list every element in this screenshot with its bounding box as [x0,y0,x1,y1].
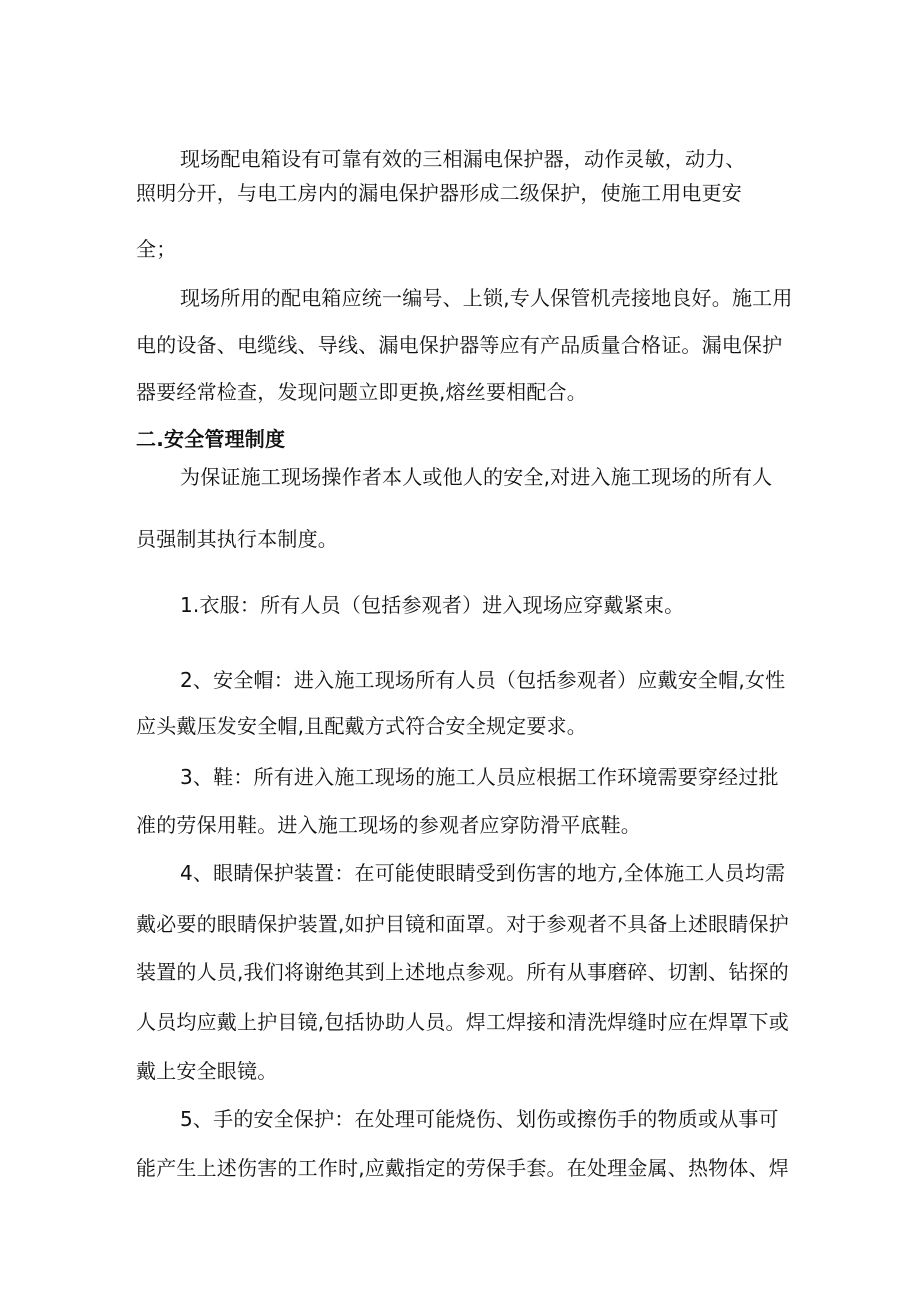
paragraph-line: 4、眼睛保护装置：在可能使眼睛受到伤害的地方,全体施工人员均需 [180,861,786,885]
paragraph-line: 戴上安全眼镜。 [136,1059,278,1083]
paragraph-line: 1.衣服：所有人员（包括参观者）进入现场应穿戴紧束。 [180,593,685,617]
paragraph-line: 电的设备、电缆线、导线、漏电保护器等应有产品质量合格证。漏电保护 [136,333,783,357]
paragraph-line: 现场配电箱设有可靠有效的三相漏电保护器，动作灵敏，动力、 [180,147,746,171]
paragraph-line: 准的劳保用鞋。进入施工现场的参观者应穿防滑平底鞋。 [136,813,641,837]
paragraph-line: 装置的人员,我们将谢绝其到上述地点参观。所有从事磨碎、切割、钻探的 [136,960,789,984]
paragraph-line: 戴必要的眼睛保护装置,如护目镜和面罩。对于参观者不具备上述眼睛保护 [136,912,789,936]
paragraph-line: 能产生上述伤害的工作时,应戴指定的劳保手套。在处理金属、热物体、焊 [136,1156,789,1180]
paragraph-line: 员强制其执行本制度。 [136,527,338,551]
paragraph-line: 为保证施工现场操作者本人或他人的安全,对进入施工现场的所有人 [180,465,773,489]
paragraph-line: 应头戴压发安全帽,且配戴方式符合安全规定要求。 [136,714,587,738]
paragraph-line: 人员均应戴上护目镜,包括协助人员。焊工焊接和清洗焊缝时应在焊罩下或 [136,1010,789,1034]
paragraph-line: 2、安全帽：进入施工现场所有人员（包括参观者）应戴安全帽,女性 [180,668,786,692]
paragraph-line: 3、鞋：所有进入施工现场的施工人员应根据工作环境需要穿经过批 [180,765,779,789]
section-heading: 二.安全管理制度 [136,427,286,451]
paragraph-line: 全； [136,237,177,261]
paragraph-line: 器要经常检查，发现问题立即更换,熔丝要相配合。 [136,380,587,404]
paragraph-line: 现场所用的配电箱应统一编号、上锁,专人保管机壳接地良好。施工用 [180,286,793,310]
paragraph-line: 照明分开，与电工房内的漏电保护器形成二级保护，使施工用电更安 [136,181,742,205]
paragraph-line: 5、手的安全保护：在处理可能烧伤、划伤或擦伤手的物质或从事可 [180,1107,779,1131]
